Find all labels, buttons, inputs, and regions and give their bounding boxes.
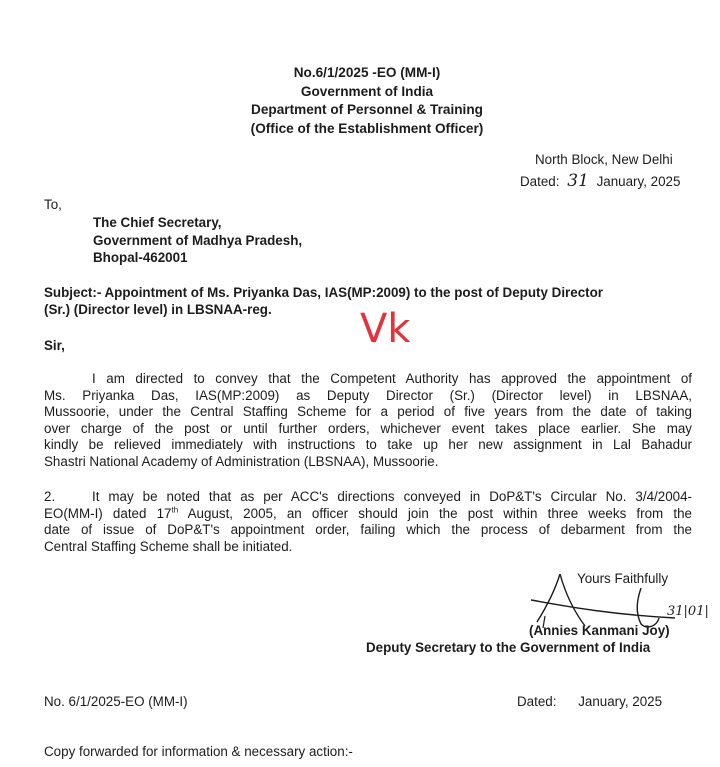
footer-dated-label: Dated:	[517, 694, 557, 709]
addressee-line: The Chief Secretary,	[93, 215, 222, 230]
dated-label: Dated:	[520, 174, 560, 189]
paragraph-line: kindly be relieved immediately with instructions to take up her new assignment in Lal Bahadur	[44, 437, 692, 452]
paragraph-line: Ms. Priyanka Das, IAS(MP:2009) as Deputy Director (Sr.) (Director level) in LBSNAA,	[44, 387, 692, 403]
subject	[44, 284, 603, 318]
place: North Block, New Delhi	[535, 152, 673, 167]
handwritten-stamp: Vk	[360, 306, 411, 352]
dated-day-handwritten: 31	[567, 171, 589, 191]
footer-dated-value: January, 2025	[578, 694, 663, 709]
footer-dated	[517, 694, 662, 709]
dated-line	[520, 171, 680, 191]
letter-header	[0, 64, 720, 138]
ordinal-suffix: th	[171, 505, 179, 515]
signatory-designation: Deputy Secretary to the Government of India	[366, 640, 651, 655]
addressee-line: Bhopal-462001	[93, 250, 188, 265]
footer-file-number: No. 6/1/2025-EO (MM-I)	[44, 694, 188, 709]
addressee-block	[93, 214, 302, 267]
copy-forwarded: Copy forwarded for information & necessary action:-	[44, 744, 353, 759]
subject-line: Subject:- Appointment of Ms. Priyanka Das, IAS(MP:2009) to the post of Deputy Director	[44, 285, 603, 300]
to-label: To,	[44, 197, 62, 212]
paragraph-2	[44, 489, 692, 555]
paragraph-line: Mussoorie, under the Central Staffing Scheme for a period of five years from the date of taking	[44, 404, 692, 419]
government-name: Government of India	[300, 83, 434, 99]
paragraph-line	[44, 506, 692, 523]
paragraph-text: It may be noted that as per ACC's directions conveyed in DoP&T's Circular No. 3/4/2004-	[92, 489, 692, 504]
dated-month-year: January, 2025	[596, 174, 681, 189]
file-number: No.6/1/2025 -EO (MM-I)	[293, 65, 441, 80]
signatory-name: (Annies Kanmani Joy)	[529, 623, 670, 638]
closing: Yours Faithfully	[577, 571, 669, 586]
paragraph-line: date of issue of DoP&T's appointment order, failing which the process of debarment from the	[44, 522, 692, 537]
department-name: Department of Personnel & Training	[251, 102, 483, 117]
subject-line: (Sr.) (Director level) in LBSNAA-reg.	[44, 302, 272, 317]
office-name: (Office of the Establishment Officer)	[250, 120, 484, 136]
paragraph-text: August, 2005, an officer should join the post within three weeks from the	[178, 505, 692, 521]
paragraph-text: EO(MM-I) dated 17	[44, 505, 172, 521]
paragraph-line: over charge of the post or until further orders, whichever event takes place earlier. She may	[44, 420, 692, 436]
paragraph-1	[44, 371, 692, 470]
paragraph-line: Central Staffing Scheme shall be initiated.	[44, 538, 293, 554]
paragraph-number: 2.	[44, 489, 56, 504]
paragraph-line: I am directed to convey that the Competent Authority has approved the appointment of	[92, 371, 692, 386]
signature-date: 31|01|	[667, 604, 709, 619]
paragraph-line	[44, 489, 692, 506]
paragraph-line: Shastri National Academy of Administration (LBSNAA), Mussoorie.	[44, 453, 439, 469]
addressee-line: Government of Madhya Pradesh,	[93, 232, 303, 248]
salutation: Sir,	[44, 338, 65, 353]
